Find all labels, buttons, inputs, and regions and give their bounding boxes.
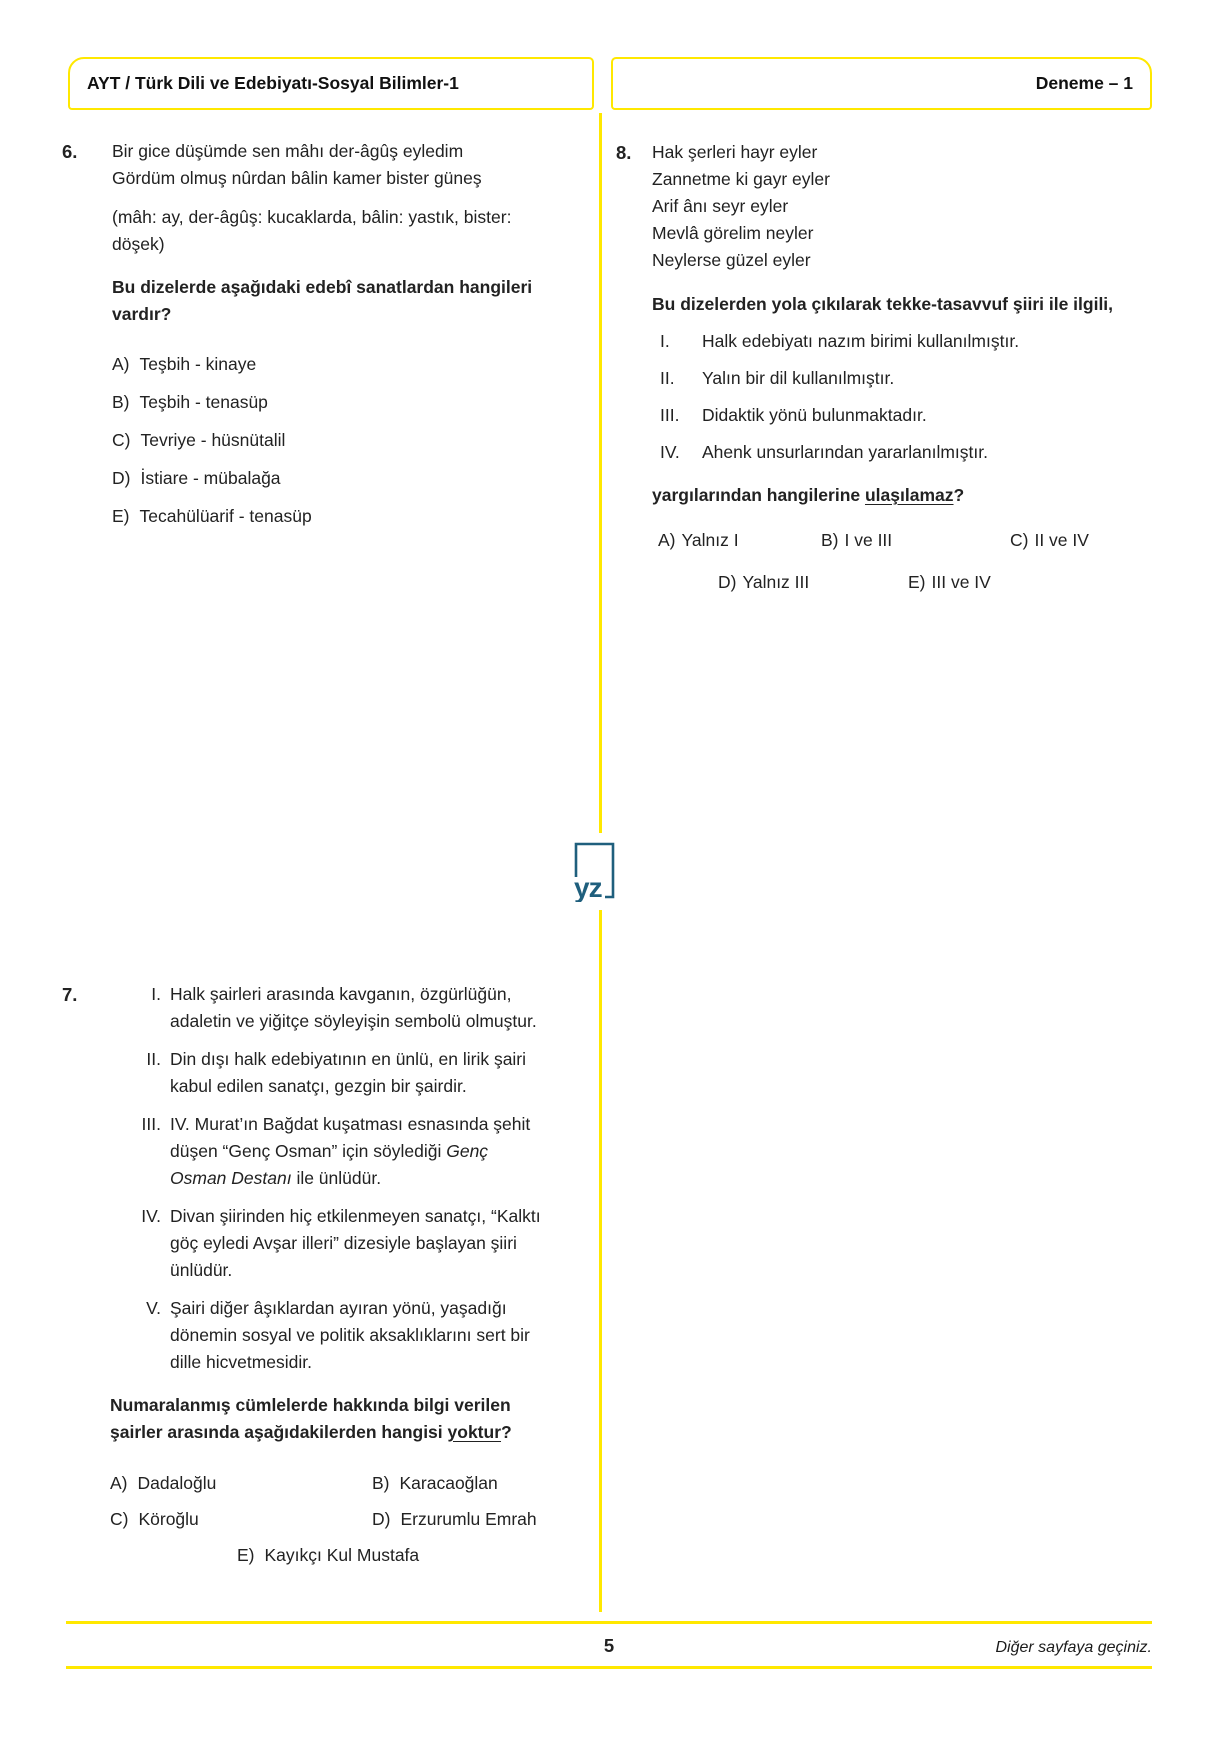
page-number: 5 bbox=[603, 1635, 615, 1656]
q7-statement-list bbox=[124, 981, 544, 1376]
q7-options-row-3 bbox=[237, 1542, 544, 1569]
q8-verse-line: Hak şerleri hayr eyler bbox=[652, 142, 818, 162]
q7-statement-3 bbox=[124, 1111, 544, 1192]
question-7-body bbox=[110, 981, 544, 1578]
option-text: Erzurumlu Emrah bbox=[400, 1509, 537, 1529]
statement-numeral: II. bbox=[660, 368, 675, 388]
prompt-text: ? bbox=[953, 485, 965, 505]
q7-statement-1 bbox=[124, 981, 544, 1035]
option-text: Tevriye - hüsnütalil bbox=[140, 430, 286, 450]
option-text: Teşbih - tenasüp bbox=[139, 392, 268, 412]
option-text: Teşbih - kinaye bbox=[139, 354, 257, 374]
q7-option-a bbox=[110, 1470, 372, 1497]
statement-text: Şairi diğer âşıklardan ayıran yönü, yaşadığı dönemin sosyal ve politik aksaklıklarını sert bir dille hicvetmesidir. bbox=[170, 1298, 530, 1372]
footer-divider-top bbox=[66, 1621, 1152, 1624]
q7-option-c bbox=[110, 1506, 372, 1533]
statement-text-part: ile ünlüdür. bbox=[291, 1168, 382, 1188]
q7-option-d bbox=[372, 1506, 537, 1533]
statement-numeral: III. bbox=[141, 1114, 161, 1134]
question-6-number: 6. bbox=[62, 141, 78, 162]
question-6-body bbox=[112, 138, 544, 541]
option-text: Kayıkçı Kul Mustafa bbox=[264, 1545, 420, 1565]
q7-option-e bbox=[237, 1542, 419, 1569]
next-page-note: Diğer sayfaya geçiniz. bbox=[995, 1639, 1152, 1656]
q8-intro-prompt: Bu dizelerden yola çıkılarak tekke-tasavvuf şiiri ile ilgili, bbox=[652, 294, 1114, 314]
option-text: Dadaloğlu bbox=[137, 1473, 217, 1493]
statement-text: Yalın bir dil kullanılmıştır. bbox=[702, 368, 895, 388]
q8-verse-line: Mevlâ görelim neyler bbox=[652, 223, 814, 243]
statement-numeral: V. bbox=[146, 1298, 161, 1318]
exam-label-text: Deneme – 1 bbox=[1035, 73, 1133, 93]
q8-question-prompt bbox=[652, 482, 1121, 509]
option-label: A) bbox=[658, 530, 676, 550]
q8-options-row-1 bbox=[652, 527, 1121, 554]
q7-statement-5 bbox=[124, 1295, 544, 1376]
option-label: C) bbox=[1010, 530, 1029, 550]
header-section-title bbox=[68, 57, 594, 110]
option-label: E) bbox=[908, 572, 926, 592]
q6-vocabulary-note: (mâh: ay, der-âgûş: kucaklarda, bâlin: yastık, bister: döşek) bbox=[112, 207, 512, 254]
publisher-logo-text: yz bbox=[574, 872, 602, 902]
option-label: D) bbox=[112, 468, 131, 488]
option-text: Tecahülüarif - tenasüp bbox=[139, 506, 312, 526]
option-text: Köroğlu bbox=[138, 1509, 199, 1529]
statement-text: Halk şairleri arasında kavganın, özgürlüğün, adaletin ve yiğitçe söyleyişin sembolü olmuştur. bbox=[170, 984, 537, 1031]
q8-statement-3 bbox=[652, 402, 1121, 429]
q8-option-b bbox=[821, 527, 1010, 554]
option-text: I ve III bbox=[844, 530, 893, 550]
q8-option-d bbox=[718, 569, 908, 596]
q8-verse-line: Arif ânı seyr eyler bbox=[652, 196, 789, 216]
q6-option-d bbox=[112, 465, 544, 492]
statement-text: Divan şiirinden hiç etkilenmeyen sanatçı, “Kalktı göç eyledi Avşar illeri” dizesiyle başlayan şiiri ünlüdür. bbox=[170, 1206, 541, 1280]
option-label: A) bbox=[110, 1473, 128, 1493]
section-title-text: AYT / Türk Dili ve Edebiyatı-Sosyal Bilimler-1 bbox=[87, 73, 459, 93]
q6-option-a bbox=[112, 351, 544, 378]
statement-text: Didaktik yönü bulunmaktadır. bbox=[702, 405, 927, 425]
column-divider-upper bbox=[599, 113, 602, 833]
q8-verse-line: Zannetme ki gayr eyler bbox=[652, 169, 830, 189]
option-label: D) bbox=[372, 1509, 391, 1529]
option-text: Karacaoğlan bbox=[399, 1473, 498, 1493]
q6-option-e bbox=[112, 503, 544, 530]
statement-numeral: IV. bbox=[141, 1206, 161, 1226]
q6-question-prompt: Bu dizelerde aşağıdaki edebî sanatlardan hangileri vardır? bbox=[112, 277, 533, 324]
option-text: Yalnız III bbox=[742, 572, 810, 592]
q6-option-c bbox=[112, 427, 544, 454]
q8-verse-line: Neylerse güzel eyler bbox=[652, 250, 811, 270]
question-8 bbox=[616, 139, 1121, 596]
q6-verse-line: Bir gice düşümde sen mâhı der-âgûş eyledim bbox=[112, 141, 464, 161]
q6-option-b bbox=[112, 389, 544, 416]
question-8-body bbox=[652, 139, 1121, 596]
question-7 bbox=[62, 981, 544, 1578]
option-label: C) bbox=[112, 430, 131, 450]
q6-verse-line: Gördüm olmuş nûrdan bâlin kamer bister güneş bbox=[112, 168, 482, 188]
prompt-underlined-word: ulaşılamaz bbox=[864, 485, 954, 505]
statement-text: Ahenk unsurlarından yararlanılmıştır. bbox=[702, 442, 988, 462]
question-6 bbox=[62, 138, 544, 541]
statement-numeral: II. bbox=[146, 1049, 161, 1069]
statement-text-part: IV. Murat’ın Bağdat kuşatması esnasında şehit düşen “Genç Osman” için söylediği bbox=[170, 1114, 531, 1161]
q8-option-a bbox=[658, 527, 821, 554]
statement-text: Din dışı halk edebiyatının en ünlü, en lirik şairi kabul edilen sanatçı, gezgin bir şairdir. bbox=[170, 1049, 527, 1096]
q7-statement-4 bbox=[124, 1203, 544, 1284]
q8-options-row-2 bbox=[718, 569, 1121, 596]
option-label: B) bbox=[821, 530, 839, 550]
footer-divider-bottom bbox=[66, 1666, 1152, 1669]
q8-statement-2 bbox=[652, 365, 1121, 392]
q7-question-prompt bbox=[110, 1392, 544, 1446]
q6-options bbox=[112, 351, 544, 530]
question-8-number: 8. bbox=[616, 142, 632, 163]
option-text: III ve IV bbox=[931, 572, 991, 592]
prompt-text: yargılarından hangilerine bbox=[652, 485, 865, 505]
option-label: E) bbox=[112, 506, 130, 526]
q7-statement-2 bbox=[124, 1046, 544, 1100]
q8-option-e bbox=[908, 569, 991, 596]
statement-numeral: I. bbox=[660, 331, 670, 351]
q7-options-row-2 bbox=[110, 1506, 544, 1533]
question-7-number: 7. bbox=[62, 984, 78, 1005]
option-text: İstiare - mübalağa bbox=[140, 468, 281, 488]
q8-statement-4 bbox=[652, 439, 1121, 466]
statement-italic-title: Genç Osman Destanı bbox=[170, 1141, 489, 1188]
option-label: B) bbox=[372, 1473, 390, 1493]
prompt-text: ? bbox=[501, 1422, 512, 1442]
q7-options bbox=[110, 1470, 544, 1569]
prompt-text: Numaralanmış cümlelerde hakkında bilgi verilen şairler arasında aşağıdakilerden hangisi bbox=[110, 1395, 511, 1442]
q8-option-c bbox=[1010, 527, 1089, 554]
statement-numeral: III. bbox=[660, 405, 680, 425]
q7-options-row-1 bbox=[110, 1470, 544, 1497]
prompt-underlined-word: yoktur bbox=[447, 1422, 502, 1442]
statement-text: Halk edebiyatı nazım birimi kullanılmıştır. bbox=[702, 331, 1020, 351]
option-label: E) bbox=[237, 1545, 255, 1565]
q8-statement-1 bbox=[652, 328, 1121, 355]
publisher-logo-icon bbox=[574, 842, 618, 902]
statement-numeral: IV. bbox=[660, 442, 680, 462]
q7-option-b bbox=[372, 1470, 498, 1497]
option-label: B) bbox=[112, 392, 130, 412]
statement-text bbox=[170, 1111, 544, 1192]
option-text: Yalnız I bbox=[681, 530, 739, 550]
header-exam-label bbox=[611, 57, 1152, 110]
option-label: A) bbox=[112, 354, 130, 374]
option-label: C) bbox=[110, 1509, 129, 1529]
option-label: D) bbox=[718, 572, 737, 592]
option-text: II ve IV bbox=[1034, 530, 1089, 550]
q8-statement-list bbox=[652, 328, 1121, 466]
statement-numeral: I. bbox=[151, 984, 161, 1004]
column-divider-lower bbox=[599, 910, 602, 1612]
